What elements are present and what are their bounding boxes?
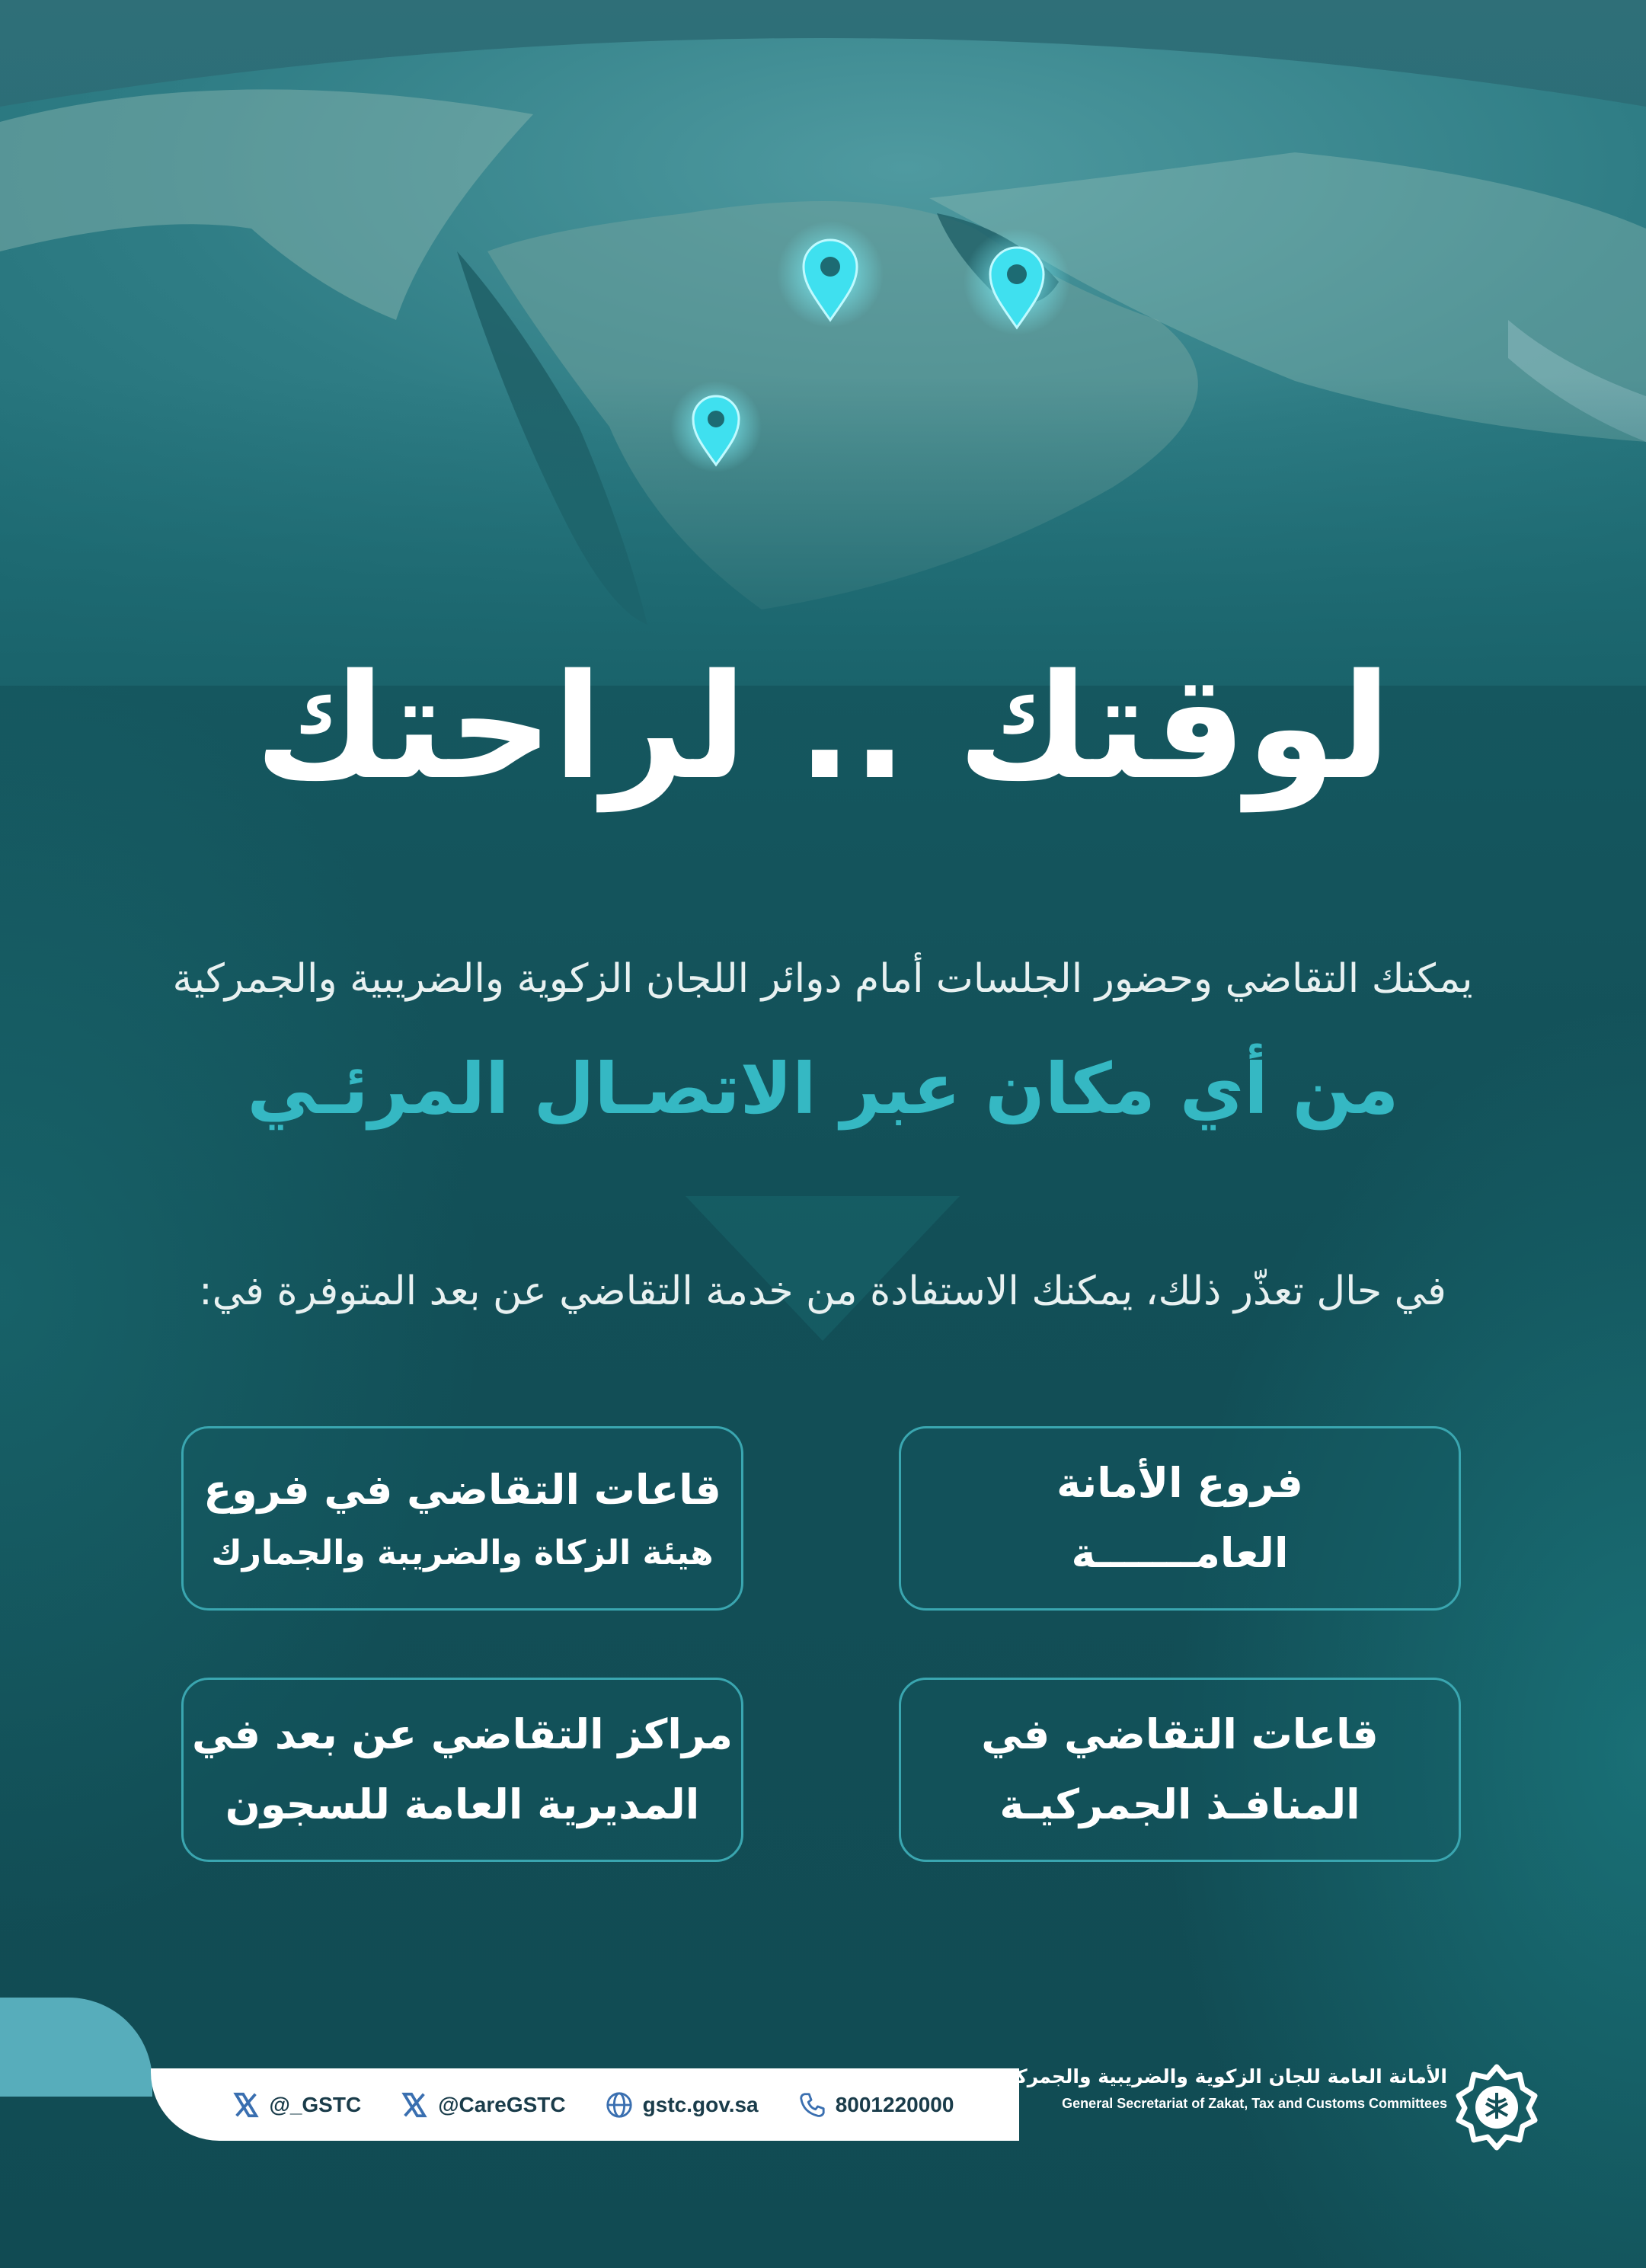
location-pin-icon xyxy=(964,229,1070,335)
footer-contact-bar xyxy=(151,2068,1019,2141)
x-care-handle: @CareGSTC xyxy=(438,2092,566,2116)
emblem-logo-icon xyxy=(1451,2061,1542,2152)
org-name-arabic: الأمانة العامة للجان الزكوية والضريبية والجمركية xyxy=(996,2065,1447,2087)
card-customs-ports-halls xyxy=(899,1678,1461,1862)
earth-globe-map xyxy=(0,0,1646,686)
x-main-handle: @_GSTC xyxy=(269,2092,362,2116)
footer-accent-tab xyxy=(0,1998,152,2097)
x-care-account[interactable] xyxy=(400,2090,565,2119)
website-link[interactable] xyxy=(605,2090,759,2119)
card-zatca-halls xyxy=(181,1426,743,1611)
card-gstc-branches xyxy=(899,1426,1461,1611)
location-pin-icon xyxy=(670,381,762,472)
card-prisons-centers xyxy=(181,1678,743,1862)
card-title: قاعات التقاضي في xyxy=(981,1710,1379,1758)
highlight-text: من أي مكان عبر الاتصـال المرئـي xyxy=(247,1048,1399,1130)
card-subtitle: المنافـذ الجمركيـة xyxy=(999,1780,1360,1828)
org-name-english: General Secretariat of Zakat, Tax and Customs Committees xyxy=(1062,2096,1447,2111)
alternative-text: في حال تعذّر ذلك، يمكنك الاستفادة من خدمة التقاضي عن بعد المتوفرة في: xyxy=(199,1268,1446,1314)
card-subtitle: العامـــــــة xyxy=(1071,1529,1289,1577)
card-subtitle: هيئة الزكاة والضريبة والجمارك xyxy=(211,1534,714,1572)
x-logo-icon xyxy=(400,2090,429,2119)
card-title: قاعات التقاضي في فروع xyxy=(203,1466,721,1514)
website-url: gstc.gov.sa xyxy=(642,2092,759,2116)
intro-text: يمكنك التقاضي وحضور الجلسات أمام دوائر اللجان الزكوية والضريبية والجمركية xyxy=(172,956,1473,1002)
phone-icon xyxy=(797,2090,826,2119)
location-pin-icon xyxy=(777,221,884,328)
phone-number: 8001220000 xyxy=(835,2092,954,2116)
globe-icon xyxy=(605,2090,634,2119)
card-subtitle: المديرية العامة للسجون xyxy=(225,1780,700,1828)
headline: لوقتك .. لراحتك xyxy=(254,643,1392,811)
phone-contact[interactable] xyxy=(797,2090,954,2119)
x-main-account[interactable] xyxy=(232,2090,362,2119)
x-logo-icon xyxy=(232,2090,260,2119)
organization-name xyxy=(996,2061,1447,2145)
card-title: فروع الأمانة xyxy=(1056,1459,1303,1507)
card-title: مراكز التقاضي عن بعد في xyxy=(192,1710,733,1758)
